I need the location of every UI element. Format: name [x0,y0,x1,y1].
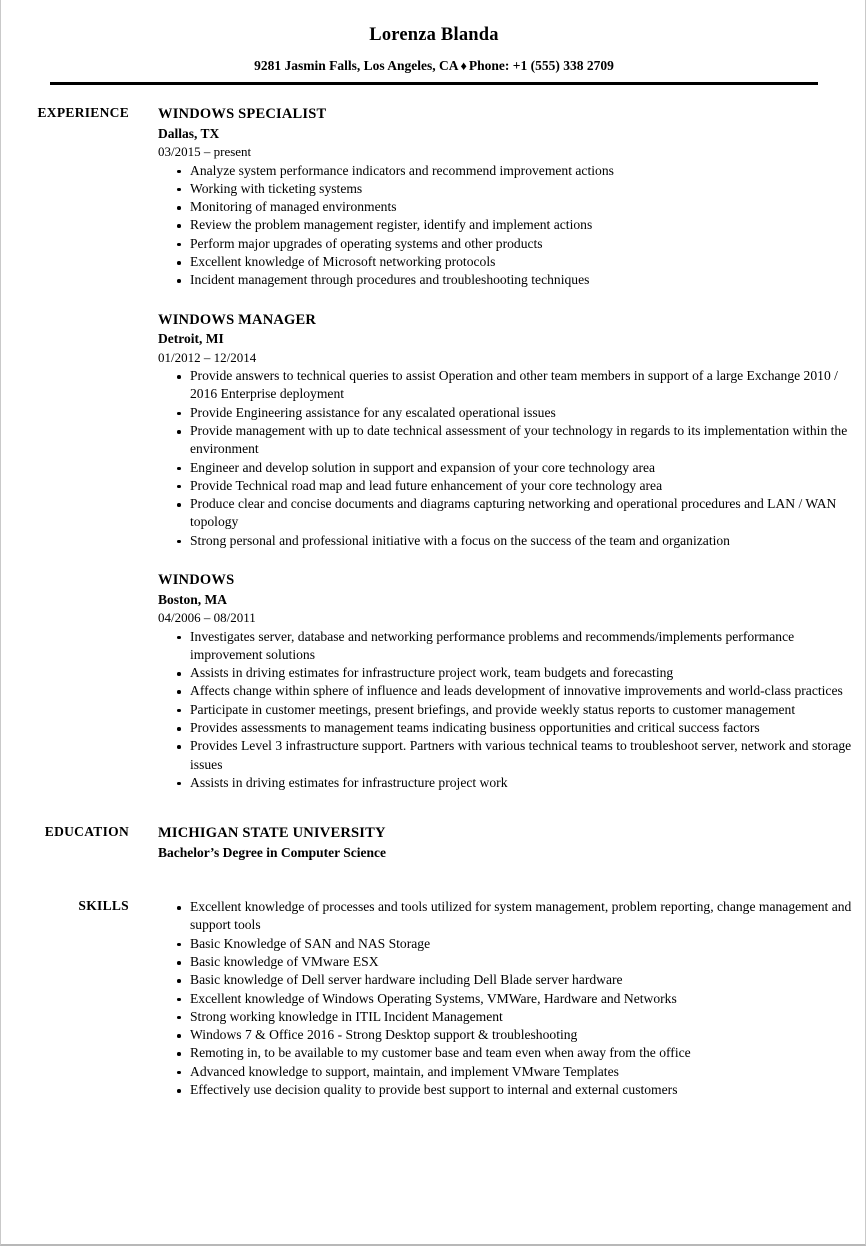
job-location: Detroit, MI [158,331,224,347]
skill-bullet: Excellent knowledge of processes and tools utilized for system management, problem reporting, change management and support tools [158,898,866,935]
resume-header [1,0,866,85]
experience-section [1,105,866,792]
job-dates: 01/2012 – 12/2014 [158,349,257,365]
job-bullet-list [158,628,866,793]
education-entry [158,824,866,862]
job-bullet: Analyze system performance indicators and recommend improvement actions [158,162,866,180]
job-entry [158,311,866,550]
job-bullet-list [158,162,866,290]
job-bullet: Provide management with up to date technical assessment of your technology in regards to its implementation within the environment [158,422,866,459]
job-bullet: Engineer and develop solution in support and expansion of your core technology area [158,459,866,477]
job-bullet: Investigates server, database and networking performance problems and recommends/implements performance improvement solutions [158,628,866,665]
experience-entries [129,105,866,792]
skill-bullet: Excellent knowledge of Windows Operating Systems, VMWare, Hardware and Networks [158,990,866,1008]
contact-phone: Phone: +1 (555) 338 2709 [468,58,614,74]
skill-bullet: Advanced knowledge to support, maintain, and implement VMware Templates [158,1063,866,1081]
skills-bullet-list [158,898,866,1099]
skill-bullet: Effectively use decision quality to provide best support to internal and external customers [158,1081,866,1099]
job-bullet: Affects change within sphere of influence and leads development of innovative improvements and world-class practices [158,682,866,700]
job-bullet-list [158,367,866,550]
education-school: MICHIGAN STATE UNIVERSITY [158,825,386,842]
job-bullet: Review the problem management register, identify and implement actions [158,216,866,234]
job-bullet: Strong personal and professional initiative with a focus on the success of the team and organization [158,532,866,550]
skill-bullet: Basic knowledge of Dell server hardware including Dell Blade server hardware [158,971,866,989]
section-label-skills: SKILLS [78,898,129,914]
skill-bullet: Basic knowledge of VMware ESX [158,953,866,971]
job-location: Boston, MA [158,591,228,607]
job-bullet: Provides assessments to management teams indicating business opportunities and critical success factors [158,719,866,737]
education-section [1,824,866,862]
skills-section [1,898,866,1099]
section-label-experience: EXPERIENCE [37,105,129,120]
contact-line [1,58,866,75]
job-bullet: Provides Level 3 infrastructure support. Partners with various technical teams to troubleshoot server, network and storage issues [158,737,866,774]
contact-address: 9281 Jasmin Falls, Los Angeles, CA [254,58,459,74]
skill-bullet: Basic Knowledge of SAN and NAS Storage [158,935,866,953]
job-bullet: Monitoring of managed environments [158,198,866,216]
job-entry [158,571,866,792]
education-degree: Bachelor’s Degree in Computer Science [158,844,386,860]
job-bullet: Produce clear and concise documents and diagrams capturing networking and operational procedures and LAN / WAN topology [158,495,866,532]
job-bullet: Assists in driving estimates for infrastructure project work, team budgets and forecasting [158,664,866,682]
job-bullet: Working with ticketing systems [158,180,866,198]
job-title: WINDOWS MANAGER [158,311,317,328]
job-title: WINDOWS [158,572,235,588]
skill-bullet: Strong working knowledge in ITIL Incident Management [158,1008,866,1026]
education-entries [129,824,866,862]
section-label-education: EDUCATION [44,824,129,840]
job-bullet: Assists in driving estimates for infrastructure project work [158,774,866,792]
job-bullet: Provide Technical road map and lead future enhancement of your core technology area [158,477,866,495]
resume-document [1,0,866,1099]
job-bullet: Provide answers to technical queries to assist Operation and other team members in support of a large Exchange 2010 / 2016 Enterprise deployment [158,367,866,404]
job-bullet: Provide Engineering assistance for any escalated operational issues [158,404,866,422]
job-entry [158,105,866,290]
skills-entries [129,898,866,1099]
job-bullet: Perform major upgrades of operating systems and other products [158,235,866,253]
job-bullet: Excellent knowledge of Microsoft networking protocols [158,253,866,271]
header-divider [50,82,818,85]
job-bullet: Participate in customer meetings, present briefings, and provide weekly status reports to customer management [158,701,866,719]
job-dates: 03/2015 – present [158,144,252,160]
job-title: WINDOWS SPECIALIST [158,106,327,122]
skill-bullet: Windows 7 & Office 2016 - Strong Desktop support & troubleshooting [158,1026,866,1044]
diamond-separator-icon: ♦ [460,59,467,74]
skill-bullet: Remoting in, to be available to my customer base and team even when away from the office [158,1044,866,1062]
job-bullet: Incident management through procedures and troubleshooting techniques [158,271,866,289]
job-dates: 04/2006 – 08/2011 [158,610,256,626]
job-location: Dallas, TX [158,125,220,141]
candidate-name: Lorenza Blanda [369,25,499,45]
